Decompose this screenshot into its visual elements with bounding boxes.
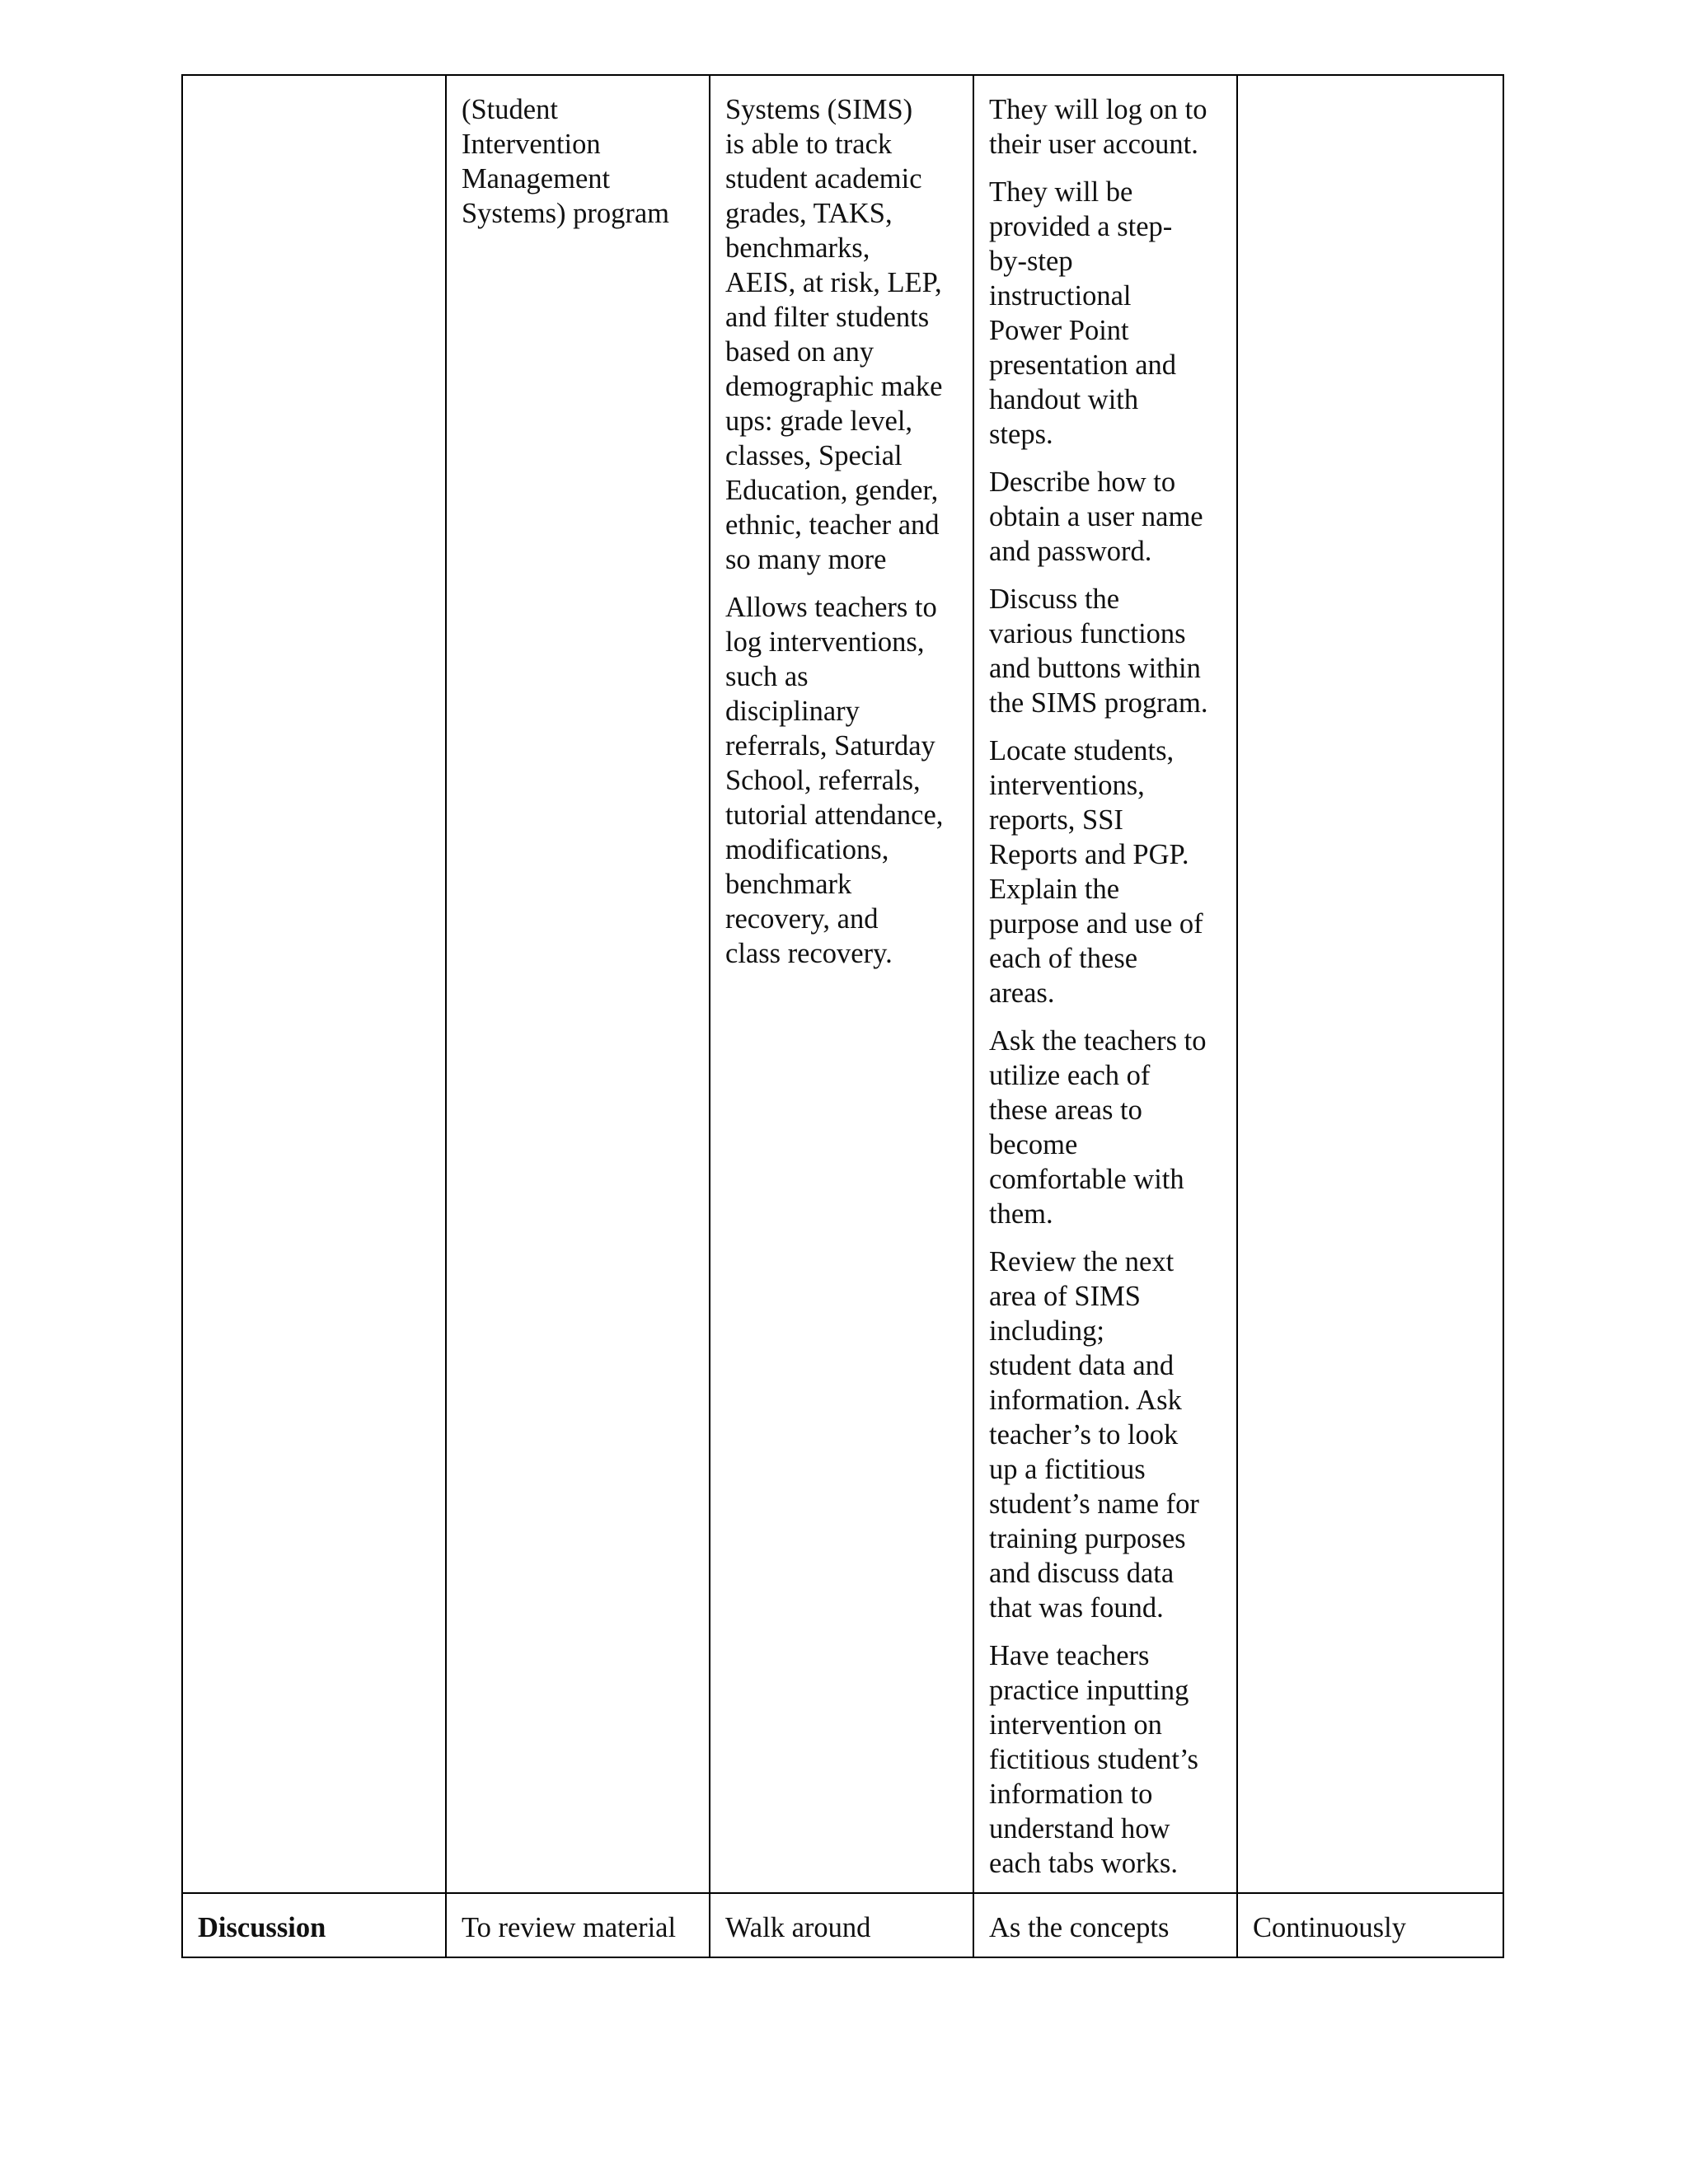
cell-paragraph: Locate students, interventions, reports, SSI Reports and PGP. Explain the purpose and use of each of these areas. — [989, 735, 1203, 1009]
cell-paragraph: Allows teachers to log interventions, such as disciplinary referrals, Saturday School, referrals, tutorial attendance, modifications, benchmark recovery, and class recovery. — [725, 592, 944, 969]
cell-paragraph: Ask the teachers to utilize each of these areas to become comfortable with them. — [989, 1025, 1207, 1230]
cell-text: (Student Intervention Management Systems) program — [462, 94, 670, 229]
table-cell-time: Continuously — [1237, 1893, 1503, 1957]
cell-paragraph: Review the next area of SIMS including; student data and information. Ask teacher’s to look up a fictitious student’s name for training purposes and discuss data that was found. — [989, 1246, 1199, 1624]
table-row — [182, 75, 1503, 1893]
table-cell-objective: To review material — [446, 1893, 710, 1957]
table-row — [182, 1893, 1503, 1957]
table-cell-description: Walk around — [710, 1893, 973, 1957]
table-cell-procedure — [973, 75, 1237, 1893]
table-cell-activity: Discussion — [182, 1893, 446, 1957]
table-cell-description — [710, 75, 973, 1893]
table-cell-objective — [446, 75, 710, 1893]
cell-paragraph: Have teachers practice inputting intervention on fictitious student’s information to understand how each tabs works. — [989, 1640, 1198, 1879]
cell-paragraph: Systems (SIMS) is able to track student academic grades, TAKS, benchmarks, AEIS, at risk, LEP, and filter students based on any demographic make ups: grade level, classes, Special Education, gender, ethnic, teacher and so many more — [725, 94, 943, 575]
table-cell-time — [1237, 75, 1503, 1893]
cell-paragraph: They will log on to their user account. — [989, 94, 1207, 160]
lesson-plan-table — [181, 74, 1504, 1958]
table-cell-procedure: As the concepts — [973, 1893, 1237, 1957]
cell-paragraph: Describe how to obtain a user name and password. — [989, 466, 1203, 567]
table-cell-activity — [182, 75, 446, 1893]
cell-paragraph: They will be provided a step- by-step instructional Power Point presentation and handout with steps. — [989, 176, 1177, 450]
cell-paragraph: Discuss the various functions and buttons within the SIMS program. — [989, 583, 1208, 719]
